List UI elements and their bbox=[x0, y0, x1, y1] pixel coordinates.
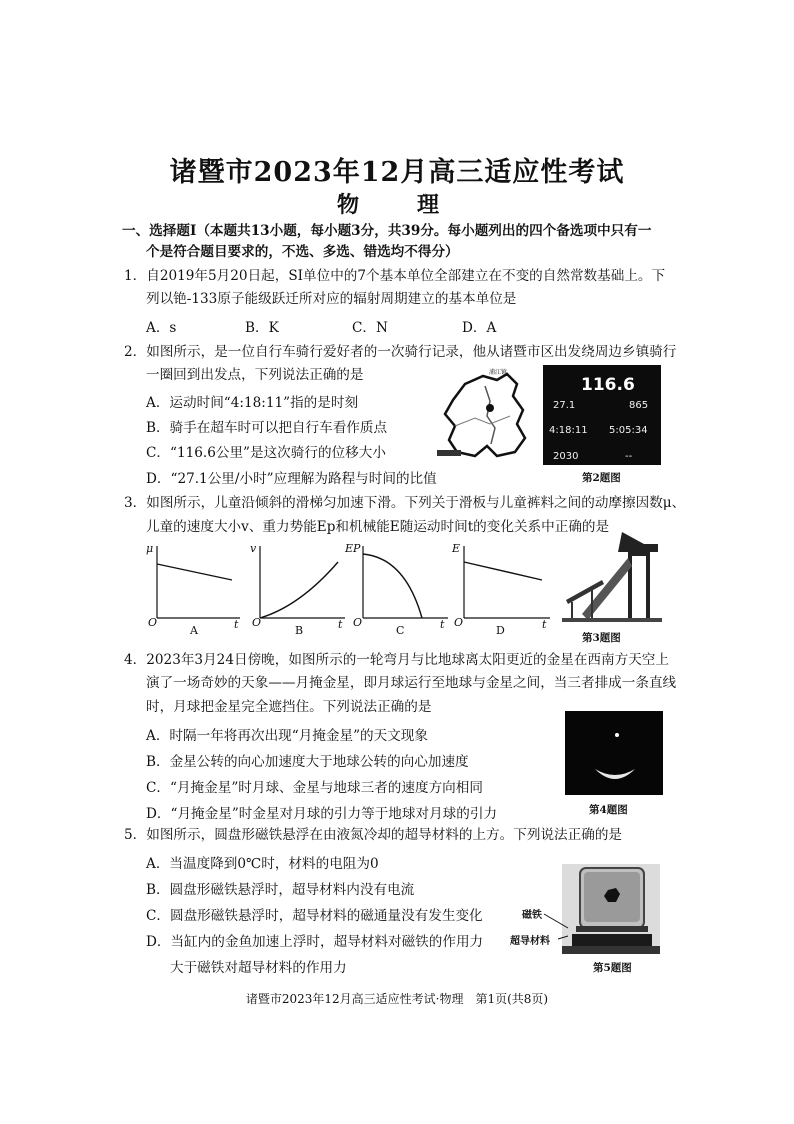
graph-b-ylabel: v bbox=[250, 542, 257, 555]
graph-c-origin: O bbox=[353, 616, 363, 629]
q5-option-c: C．圆盘形磁铁悬浮时，超导材料的磁通量没有发生变化 bbox=[146, 908, 483, 924]
graph-d bbox=[451, 542, 550, 637]
q3-stem-line1: 3．如图所示，儿童沿倾斜的滑梯匀加速下滑。下列关于滑板与儿童裤料之间的动摩擦因数μ、 bbox=[124, 495, 686, 511]
q5-option-a: A．当温度降到0℃时，材料的电阻为0 bbox=[146, 856, 379, 872]
q2-route-map bbox=[435, 366, 535, 466]
q5-figure-caption: 第5题图 bbox=[593, 962, 632, 974]
graph-c-label: C bbox=[396, 624, 405, 637]
q5-stem-line1: 5．如图所示，圆盘形磁铁悬浮在由液氮冷却的超导材料的上方。下列说法正确的是 bbox=[124, 827, 623, 843]
q5-option-b: B．圆盘形磁铁悬浮时，超导材料内没有电流 bbox=[146, 882, 415, 898]
graph-a-origin: O bbox=[148, 616, 158, 629]
exam-title: 诸暨市2023年12月高三适应性考试 bbox=[169, 157, 625, 188]
q2-stem-line1: 2．如图所示，是一位自行车骑行爱好者的一次骑行记录，他从诸暨市区出发绕周边乡镇骑行 bbox=[124, 344, 677, 360]
q3-graphs bbox=[140, 540, 560, 640]
q4-stem-line2: 演了一场奇妙的天象——月掩金星，即月球运行至地球与金星之间，当三者排成一条直线 bbox=[146, 675, 677, 691]
q4-option-c: C．“月掩金星”时月球、金星与地球三者的速度方向相同 bbox=[146, 780, 483, 796]
magnet-disc bbox=[576, 926, 648, 932]
graph-c bbox=[344, 542, 448, 637]
ride-value4: -- bbox=[625, 451, 633, 462]
venus-dot bbox=[615, 733, 619, 737]
graph-a-xlabel: t bbox=[234, 618, 239, 631]
q2-stem-line2: 一圈回到出发点，下列说法正确的是 bbox=[146, 367, 364, 383]
q4-stem-line3: 时，月球把金星完全遮挡住。下列说法正确的是 bbox=[146, 699, 432, 715]
crescent-moon bbox=[595, 769, 635, 779]
q3-slide-photo bbox=[562, 530, 662, 630]
q4-option-d: D．“月掩金星”时金星对月球的引力等于地球对月球的引力 bbox=[146, 806, 498, 822]
q2-option-b: B．骑手在超车时可以把自行车看作质点 bbox=[146, 420, 388, 436]
label-magnet: 磁铁 bbox=[522, 910, 542, 921]
q2-figure-caption: 第2题图 bbox=[582, 472, 621, 484]
graph-b-label: B bbox=[295, 624, 304, 637]
page-footer: 诸暨市2023年12月高三适应性考试·物理 第1页(共8页) bbox=[245, 992, 549, 1006]
q4-stem-line1: 4．2023年3月24日傍晚，如图所示的一轮弯月与比地球离太阳更近的金星在西南方天空上 bbox=[124, 652, 669, 668]
graph-b bbox=[250, 542, 345, 637]
ride-distance: 116.6 bbox=[581, 375, 635, 395]
q2-option-a: A．运动时间“4:18:11”指的是时刻 bbox=[146, 395, 359, 411]
q5-option-d-line1: D．当缸内的金鱼加速上浮时，超导材料对磁铁的作用力 bbox=[146, 934, 484, 950]
graph-a-ylabel: μ bbox=[146, 542, 154, 555]
q3-stem-line2: 儿童的速度大小v、重力势能Ep和机械能E随运动时间t的变化关系中正确的是 bbox=[146, 519, 610, 535]
ride-value2: 865 bbox=[629, 400, 649, 411]
q4-moon-venus-photo bbox=[565, 711, 663, 795]
superconductor-block bbox=[572, 934, 652, 946]
graph-b-origin: O bbox=[252, 616, 262, 629]
q4-option-a: A．时隔一年将再次出现“月掩金星”的天文现象 bbox=[146, 728, 428, 744]
graph-b-xlabel: t bbox=[338, 618, 343, 631]
subject-title: 物 理 bbox=[336, 192, 457, 218]
q4-figure-caption: 第4题图 bbox=[589, 804, 628, 816]
q1-stem-line2: 列以铯-133原子能级跃迁所对应的辐射周期建立的基本单位是 bbox=[146, 291, 517, 307]
ride-time2: 5:05:34 bbox=[609, 425, 648, 436]
ride-time1: 4:18:11 bbox=[549, 425, 588, 436]
q1-option-a: A．s bbox=[146, 320, 177, 336]
q1-option-c: C．N bbox=[352, 320, 388, 336]
q2-option-d: D．“27.1公里/小时”应理解为路程与时间的比值 bbox=[146, 471, 437, 487]
q2-option-c: C．“116.6公里”是这次骑行的位移大小 bbox=[146, 445, 386, 461]
q2-ride-record-screenshot bbox=[543, 365, 661, 465]
ride-value3: 2030 bbox=[553, 451, 579, 462]
graph-c-ylabel: EP bbox=[345, 542, 361, 555]
q1-option-d: D．A bbox=[462, 320, 497, 336]
q5-superconductor-photo bbox=[562, 864, 660, 954]
graph-d-ylabel: E bbox=[452, 542, 461, 555]
q5-option-d-line2: 大于磁铁对超导材料的作用力 bbox=[170, 960, 347, 976]
map-label: 浦江镇 bbox=[489, 369, 508, 376]
label-superconductor: 超导材料 bbox=[510, 936, 550, 947]
graph-c-xlabel: t bbox=[440, 618, 445, 631]
graph-d-origin: O bbox=[454, 616, 464, 629]
q1-option-b: B．K bbox=[245, 320, 279, 336]
section-instructions-line1: 一、选择题Ⅰ（本题共13小题，每小题3分，共39分。每小题列出的四个备选项中只有一 bbox=[122, 223, 652, 239]
label-pointer-lines bbox=[540, 908, 570, 948]
q4-option-b: B．金星公转的向心加速度大于地球公转的向心加速度 bbox=[146, 754, 469, 770]
graph-a bbox=[146, 542, 240, 637]
graph-a-label: A bbox=[190, 624, 198, 637]
q1-stem-line1: 1．自2019年5月20日起，SI单位中的7个基本单位全部建立在不变的自然常数基础上。下 bbox=[124, 268, 666, 284]
graph-d-xlabel: t bbox=[542, 618, 547, 631]
ride-speed: 27.1 bbox=[553, 400, 576, 411]
section-instructions-line2: 个是符合题目要求的，不选、多选、错选均不得分） bbox=[146, 244, 459, 260]
graph-d-label: D bbox=[496, 624, 505, 637]
q3-figure-caption: 第3题图 bbox=[582, 632, 621, 644]
